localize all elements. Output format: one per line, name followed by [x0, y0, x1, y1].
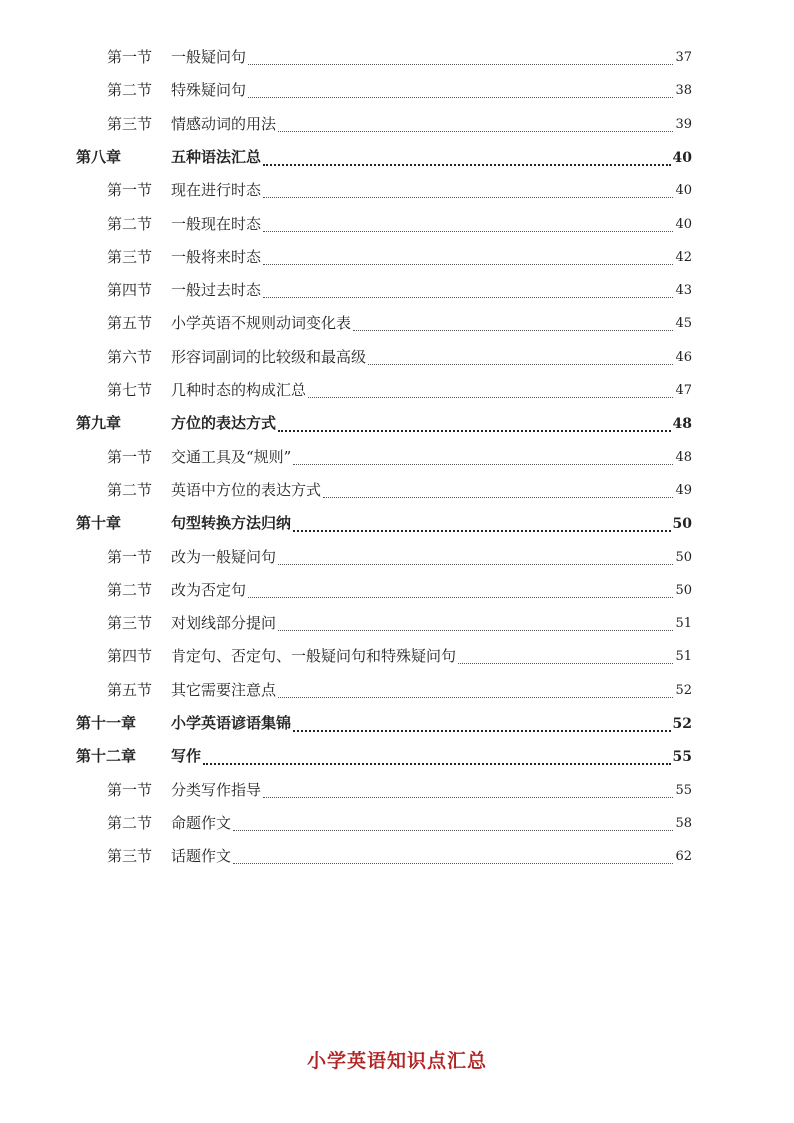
toc-chapter-entry[interactable] [0, 507, 794, 540]
dot-leader [293, 463, 673, 465]
dot-leader [248, 596, 673, 598]
entry-title: 写作 [171, 747, 202, 766]
page-number: 58 [675, 815, 692, 831]
page-number: 52 [675, 682, 692, 698]
section-label: 第二节 [107, 580, 153, 599]
dot-leader [263, 230, 673, 232]
entry-title: 一般现在时态 [171, 214, 262, 233]
dot-leader [263, 196, 673, 198]
section-label: 第三节 [107, 614, 153, 633]
toc-section-entry[interactable] [0, 74, 794, 107]
dot-leader [263, 163, 671, 166]
dot-leader [278, 429, 671, 432]
section-label: 第一节 [107, 48, 153, 66]
entry-title: 交通工具及“规则” [171, 447, 292, 466]
dot-leader [308, 396, 673, 398]
entry-title: 一般过去时态 [171, 281, 262, 300]
entry-title: 对划线部分提问 [171, 614, 277, 633]
page-number: 50 [675, 549, 692, 565]
page-number: 42 [675, 249, 692, 265]
section-label: 第六节 [107, 347, 153, 366]
page-number: 39 [675, 116, 692, 132]
section-label: 第五节 [107, 680, 153, 699]
entry-title: 小学英语不规则动词变化表 [171, 314, 352, 333]
toc-chapter-entry[interactable] [0, 740, 794, 773]
dot-leader [263, 796, 673, 798]
entry-title: 一般疑问句 [171, 48, 247, 66]
toc-section-entry[interactable] [0, 807, 794, 840]
chapter-label: 第九章 [76, 414, 122, 433]
footer-title: 小学英语知识点汇总 [306, 1050, 487, 1072]
toc-section-entry[interactable] [0, 274, 794, 307]
entry-title: 情感动词的用法 [171, 114, 277, 133]
page-number: 47 [675, 383, 692, 398]
toc-section-entry[interactable] [0, 574, 794, 607]
page-number: 48 [672, 416, 692, 433]
page-number: 55 [675, 782, 692, 798]
chapter-label: 第十二章 [76, 747, 137, 766]
toc-section-entry[interactable] [0, 640, 794, 673]
entry-title: 一般将来时态 [171, 247, 262, 266]
toc-section-entry[interactable] [0, 241, 794, 274]
dot-leader [248, 96, 673, 98]
page-number: 50 [672, 516, 692, 533]
entry-title: 命题作文 [171, 813, 232, 832]
page-number: 51 [675, 616, 692, 632]
section-label: 第一节 [107, 547, 153, 566]
toc-section-entry[interactable] [0, 541, 794, 574]
entry-title: 几种时态的构成汇总 [171, 381, 307, 399]
toc-section-entry[interactable] [0, 674, 794, 707]
entry-title: 其它需要注意点 [171, 680, 277, 699]
dot-leader [278, 130, 673, 132]
page-number: 45 [675, 316, 692, 332]
page-number: 38 [675, 83, 692, 99]
dot-leader [233, 862, 673, 864]
dot-leader [233, 829, 673, 831]
toc-section-entry[interactable] [0, 108, 794, 141]
entry-title: 改为一般疑问句 [171, 547, 277, 566]
dot-leader [263, 263, 673, 265]
chapter-label: 第八章 [76, 147, 122, 166]
entry-title: 肯定句、否定句、一般疑问句和特殊疑问句 [171, 647, 457, 666]
section-label: 第一节 [107, 447, 153, 466]
toc-section-entry[interactable] [0, 174, 794, 207]
toc-section-entry[interactable] [0, 474, 794, 507]
dot-leader [458, 662, 673, 664]
page-number: 49 [675, 482, 692, 498]
section-label: 第三节 [107, 847, 153, 866]
toc-section-entry[interactable] [0, 774, 794, 807]
dot-leader [263, 296, 673, 298]
page-number: 62 [675, 849, 692, 865]
section-label: 第二节 [107, 813, 153, 832]
page-number: 46 [675, 349, 692, 365]
toc-section-entry[interactable] [0, 307, 794, 340]
page-number: 40 [672, 149, 692, 166]
toc-section-entry[interactable] [0, 840, 794, 873]
section-label: 第四节 [107, 281, 153, 300]
page-number: 43 [675, 283, 692, 299]
toc-section-entry[interactable] [0, 341, 794, 374]
section-label: 第一节 [107, 780, 153, 799]
dot-leader [293, 529, 671, 532]
toc-chapter-entry[interactable] [0, 407, 794, 440]
entry-title: 现在进行时态 [171, 181, 262, 200]
entry-title: 形容词副词的比较级和最高级 [171, 347, 367, 366]
section-label: 第二节 [107, 480, 153, 499]
dot-leader [248, 63, 673, 65]
page-number: 51 [675, 649, 692, 665]
dot-leader [353, 329, 673, 331]
entry-title: 改为否定句 [171, 580, 247, 599]
entry-title: 方位的表达方式 [171, 414, 277, 433]
toc-section-entry[interactable] [0, 374, 794, 407]
page-number: 52 [672, 716, 692, 732]
section-label: 第四节 [107, 647, 153, 666]
page-number: 37 [675, 50, 692, 65]
page-number: 55 [672, 749, 692, 766]
dot-leader [278, 696, 673, 698]
entry-title: 英语中方位的表达方式 [171, 480, 322, 499]
section-label: 第二节 [107, 214, 153, 233]
dot-leader [293, 729, 671, 732]
entry-title: 特殊疑问句 [171, 81, 247, 100]
toc-chapter-entry[interactable] [0, 141, 794, 174]
section-label: 第三节 [107, 114, 153, 133]
dot-leader [323, 496, 673, 498]
dot-leader [203, 762, 671, 765]
page-number: 40 [675, 183, 692, 199]
dot-leader [368, 363, 673, 365]
entry-title: 分类写作指导 [171, 780, 262, 799]
page-number: 48 [675, 449, 692, 465]
toc-section-entry[interactable] [0, 208, 794, 241]
section-label: 第七节 [107, 381, 153, 399]
section-label: 第二节 [107, 81, 153, 100]
page-number: 50 [675, 582, 692, 598]
page-number: 40 [675, 216, 692, 232]
section-label: 第一节 [107, 181, 153, 200]
dot-leader [278, 563, 673, 565]
toc-section-entry[interactable] [0, 441, 794, 474]
section-label: 第三节 [107, 247, 153, 266]
entry-title: 五种语法汇总 [171, 147, 262, 166]
toc-chapter-entry[interactable] [0, 707, 794, 740]
entry-title: 小学英语谚语集锦 [171, 714, 292, 732]
entry-title: 句型转换方法归纳 [171, 514, 292, 533]
dot-leader [278, 629, 673, 631]
toc-section-entry[interactable] [0, 607, 794, 640]
chapter-label: 第十一章 [76, 714, 137, 732]
entry-title: 话题作文 [171, 847, 232, 866]
chapter-label: 第十章 [76, 514, 122, 533]
section-label: 第五节 [107, 314, 153, 333]
toc-section-entry[interactable] [0, 41, 794, 74]
